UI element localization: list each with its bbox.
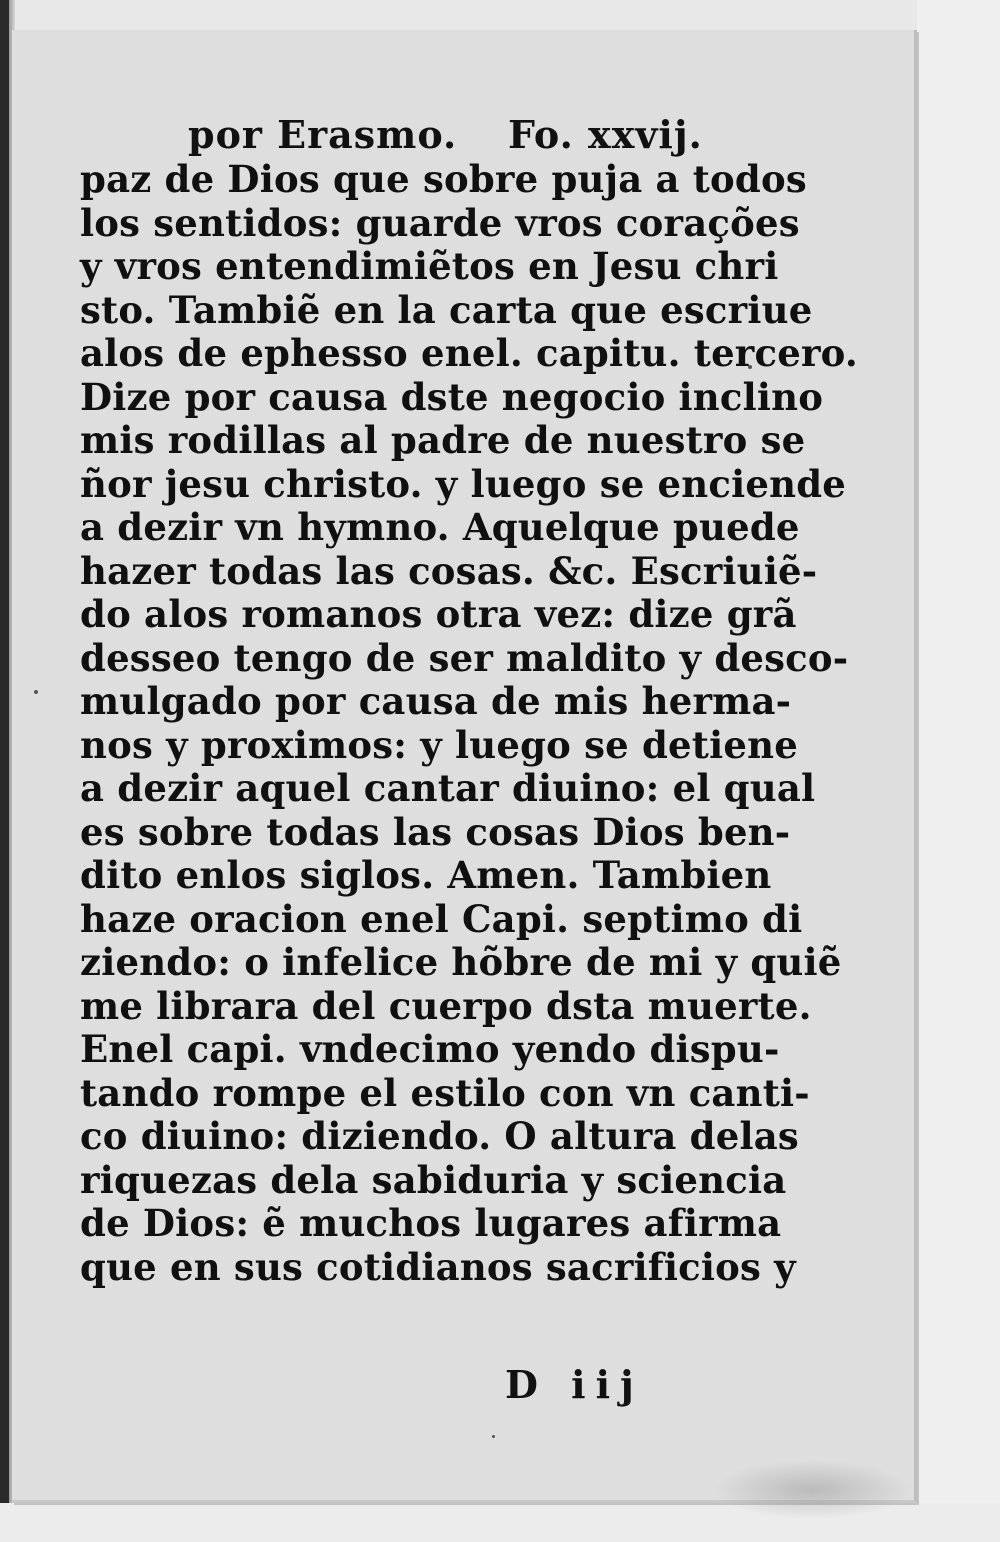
header-title: por Erasmo. — [188, 112, 458, 157]
text-line: hazer todas las cosas. &c. Escriuiẽ- — [80, 548, 818, 593]
text-line: Dize por causa dste negocio inclino — [80, 374, 824, 419]
text-line: haze oracion enel Capi. septimo di — [80, 896, 803, 941]
text-line: dito enlos siglos. Amen. Tambien — [80, 853, 772, 897]
text-line: co diuino: diziendo. O altura delas — [80, 1114, 799, 1158]
ink-speck — [34, 690, 38, 694]
text-line: sto. Tambiẽ en la carta que escriue — [80, 287, 813, 332]
text-line: mulgado por causa de mis herma- — [80, 679, 792, 723]
text-line: es sobre todas las cosas Dios ben- — [80, 809, 791, 854]
text-line: ñor jesu christo. y luego se enciende — [80, 461, 847, 506]
text-line: nos y proximos: y luego se detiene — [80, 722, 798, 767]
binding-edge — [0, 0, 9, 1542]
signature-mark: D iij — [505, 1362, 644, 1407]
folio-number: Fo. xxvij. — [508, 112, 703, 157]
text-line: tando rompe el estilo con vn canti- — [80, 1070, 810, 1115]
text-line: a dezir vn hymno. Aquelque puede — [80, 505, 800, 549]
ink-speck — [492, 1435, 495, 1438]
text-line: mis rodillas al padre de nuestro se — [80, 418, 806, 462]
text-line: me librara del cuerpo dsta muerte. — [80, 983, 812, 1028]
text-line: do alos romanos otra vez: dize grã — [80, 592, 797, 636]
text-line: los sentidos: guarde vros corações — [80, 200, 800, 245]
text-line: y vros entendimiẽtos en Jesu chri — [80, 244, 779, 288]
text-line: paz de Dios que sobre puja a todos — [80, 157, 807, 201]
text-line: que en sus cotidianos sacrificios y — [80, 1244, 796, 1289]
page-stain — [712, 1460, 912, 1520]
text-line: ziendo: o infelice hõbre de mi y quiẽ — [80, 940, 842, 984]
text-line: riquezas dela sabiduria y sciencia — [80, 1157, 787, 1202]
text-line: desseo tengo de ser maldito y desco- — [80, 635, 849, 680]
body-text — [80, 157, 858, 1289]
background-right — [917, 0, 1000, 1542]
text-line: Enel capi. vndecimo yendo dispu- — [80, 1027, 780, 1071]
text-line: de Dios: ẽ muchos lugares afirma — [80, 1201, 782, 1245]
text-line: alos de ephesso enel. capitu. tercero. — [80, 331, 858, 375]
text-line: a dezir aquel cantar diuino: el qual — [80, 766, 816, 810]
